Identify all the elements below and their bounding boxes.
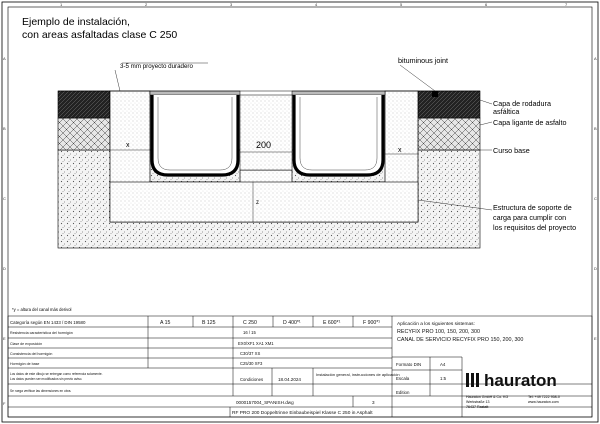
brand-phone: Tel: +49 7222 958-0 — [528, 395, 560, 399]
class-a15: A 15 — [160, 320, 171, 326]
legal-note: Se ruega verificar las dimensiones en obra. — [10, 389, 72, 393]
general-note: Instalación general, instrucciones de aplicación — [316, 372, 400, 377]
format-label: Formato DIN — [396, 362, 422, 367]
channel-gap — [240, 95, 292, 170]
class-f900: F 900*¹ — [363, 320, 381, 326]
label-soporte-3: los requisitos del proyecto — [493, 223, 577, 232]
conditions-label: Condiciones — [240, 377, 264, 382]
label-soporte-2: carga para cumplir con — [493, 213, 567, 222]
channel-body-left — [152, 95, 238, 175]
channel-body-right — [294, 95, 383, 175]
label-bituminous: bituminous joint — [398, 56, 448, 65]
col-marker: 5 — [400, 2, 403, 7]
drawing-title-line1: Ejemplo de instalación, — [22, 16, 130, 28]
sheet-number: 3 — [372, 400, 375, 405]
dim-z: z — [256, 200, 259, 206]
sub-row-label: Resistencia característica del hormigón — [10, 331, 73, 335]
class-c250: C 250 — [243, 320, 257, 326]
legal-note: Los datos de este dibujo se entregan como referencia solamente. — [10, 372, 103, 376]
label-curso: Curso base — [493, 146, 530, 155]
bituminous-joint — [432, 91, 438, 97]
scale-label: Escala — [396, 376, 410, 381]
dim-x-left: x — [126, 142, 130, 149]
dim-200: 200 — [256, 140, 272, 150]
wearing-course-left — [58, 91, 110, 118]
col-marker: 6 — [485, 2, 488, 7]
footnote: *y = altura del canal más derivol — [12, 307, 72, 312]
brand-web: www.hauraton.com — [528, 400, 559, 404]
label-soporte-1: Estructura de soporte de — [493, 203, 572, 212]
label-proyecto: 3-5 mm proyecto duradero — [120, 63, 193, 70]
application-title: Aplicación a los siguientes sistemas: — [397, 322, 475, 327]
row-marker: D — [594, 266, 597, 271]
cross-section — [58, 91, 480, 248]
drawing-title-line2: con areas asfaltadas clase C 250 — [22, 29, 178, 41]
row-marker: A — [594, 56, 597, 61]
binder-layer-left — [58, 118, 110, 150]
sub-row-label: Consistencia del hormigón — [10, 352, 53, 356]
table-row-label: Categoría según EN 1433 / DIN 19580 — [10, 320, 86, 325]
row-marker: C — [594, 196, 597, 201]
row-marker: A — [3, 56, 6, 61]
brand-block — [466, 371, 560, 409]
col-marker: 1 — [60, 2, 63, 7]
sub-row-value: 16 / 15 — [243, 330, 256, 335]
binder-layer-right — [418, 118, 480, 150]
base-slab — [110, 182, 418, 222]
application-line-2: CANAL DE SERVICIO RECYFIX PRO 150, 200, 300 — [397, 337, 524, 343]
row-marker: B — [3, 126, 6, 131]
label-ligante: Capa ligante de asfalto — [493, 118, 567, 127]
col-marker: 2 — [145, 2, 148, 7]
dim-x-right: x — [398, 147, 402, 154]
sub-row-label: Clase de exposición — [10, 342, 43, 346]
row-marker: C — [3, 196, 6, 201]
grating-right — [292, 91, 385, 95]
sub-row-value: C30/37 XS — [240, 351, 261, 356]
label-rodadura-2: asfáltica — [493, 107, 520, 116]
col-marker: 7 — [565, 2, 568, 7]
label-rodadura-1: Capa de rodadura — [493, 99, 551, 108]
class-e600: E 600*¹ — [323, 320, 341, 326]
revision-date: 18.04.2024 — [278, 377, 301, 382]
brand-address: Hauraton GmbH & Co. KG — [466, 395, 509, 399]
row-marker: D — [3, 266, 6, 271]
sub-row-value: EX0/XF1 XA1 XM1 — [238, 341, 274, 346]
footer-description: RF PRO 200 Doppeltrinne Einbaubeispiel Klasse C 250 in Asphalt — [232, 411, 373, 416]
edition-label: Edition — [396, 390, 410, 395]
brand-name: hauraton — [484, 371, 557, 390]
col-marker: 4 — [315, 2, 318, 7]
col-marker: 3 — [230, 2, 233, 7]
title-block — [8, 316, 592, 417]
class-d400: D 400*¹ — [283, 320, 301, 326]
sub-row-label: Hormigón de base — [10, 362, 40, 366]
hauraton-logo — [466, 373, 479, 387]
grating-left — [150, 91, 240, 95]
row-marker: B — [594, 126, 597, 131]
row-marker: E — [3, 336, 6, 341]
format-value: A4 — [440, 362, 446, 367]
row-marker: F — [3, 401, 6, 406]
application-line-1: RECYFIX PRO 100, 150, 200, 300 — [397, 329, 481, 335]
wearing-course-right — [418, 91, 480, 118]
row-marker: E — [594, 336, 597, 341]
scale-value: 1:5 — [440, 376, 447, 381]
class-b125: B 125 — [202, 320, 216, 326]
drawing-number: 0000157004_SPANISH.dwg — [236, 400, 294, 405]
brand-address: 76437 Rastatt — [466, 405, 489, 409]
sub-row-value: C25/30 XF3 — [240, 361, 263, 366]
brand-address: Werkstraße 13 — [466, 400, 490, 404]
legal-note: Los datos pueden ser modificados sin previo aviso. — [10, 377, 83, 381]
